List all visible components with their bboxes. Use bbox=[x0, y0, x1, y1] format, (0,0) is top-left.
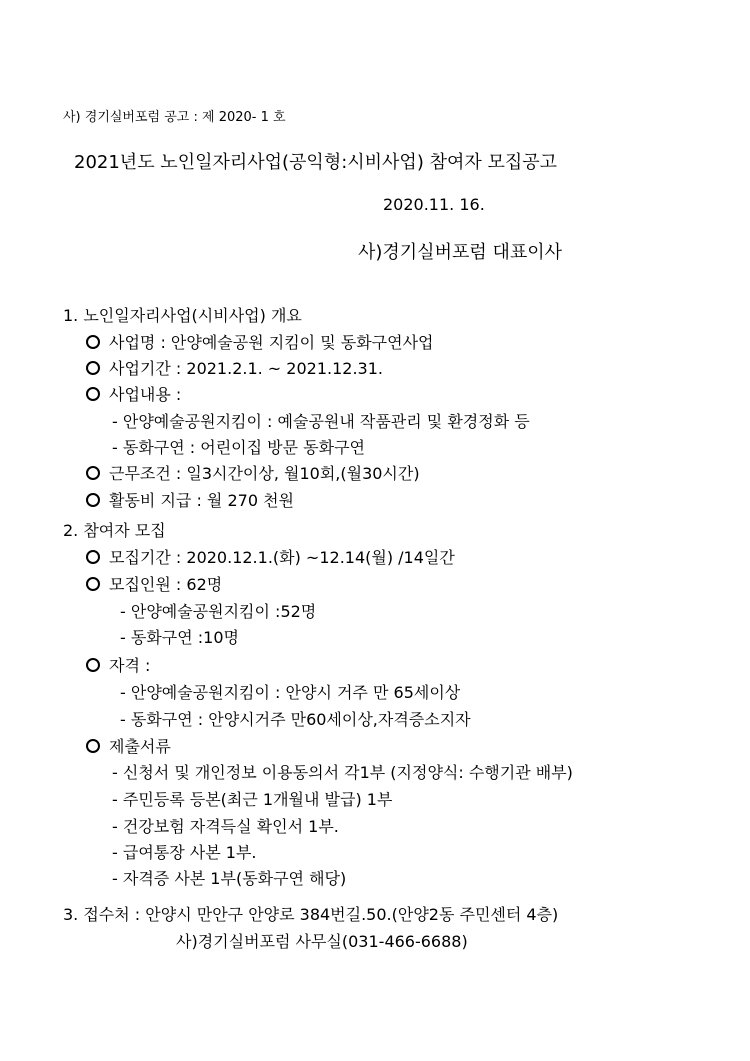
qualification-sub-item: - 동화구연 : 안양시거주 만60세이상,자격증소지자 bbox=[120, 710, 471, 729]
content-sub-item: - 동화구연 : 어린이집 방문 동화구연 bbox=[112, 438, 365, 457]
document-item: - 자격증 사본 1부(동화구연 해당) bbox=[112, 869, 347, 888]
notice-number: 사) 경기실버포럼 공고 : 제 2020- 1 호 bbox=[63, 110, 286, 125]
business-content: 사업내용 : bbox=[109, 385, 182, 404]
list-item bbox=[86, 330, 434, 353]
circle-bullet-icon bbox=[86, 466, 100, 480]
circle-bullet-icon bbox=[86, 335, 100, 349]
issuer: 사)경기실버포럼 대표이사 bbox=[358, 242, 563, 263]
recruit-period: 모집기간 : 2020.12.1.(화) ~12.14(월) /14일간 bbox=[109, 548, 455, 567]
count-sub-item: - 동화구연 :10명 bbox=[120, 628, 239, 647]
circle-bullet-icon bbox=[86, 739, 100, 753]
circle-bullet-icon bbox=[86, 577, 100, 591]
document-item: - 급여통장 사본 1부. bbox=[112, 843, 257, 862]
recruit-count: 모집인원 : 62명 bbox=[109, 575, 223, 594]
payment: 활동비 지급 : 월 270 천원 bbox=[109, 491, 295, 510]
list-item bbox=[86, 461, 420, 484]
circle-bullet-icon bbox=[86, 361, 100, 375]
section-1-heading: 1. 노인일자리사업(시비사업) 개요 bbox=[63, 306, 302, 325]
circle-bullet-icon bbox=[86, 387, 100, 401]
list-item bbox=[86, 382, 181, 405]
count-sub-item: - 안양예술공원지킴이 :52명 bbox=[120, 602, 317, 621]
list-item bbox=[86, 734, 171, 757]
document-item: - 주민등록 등본(최근 1개월내 발급) 1부 bbox=[112, 790, 393, 809]
list-item bbox=[86, 356, 383, 379]
circle-bullet-icon bbox=[86, 658, 100, 672]
documents: 제출서류 bbox=[109, 737, 171, 756]
business-name: 사업명 : 안양예술공원 지킴이 및 동화구연사업 bbox=[109, 333, 434, 352]
circle-bullet-icon bbox=[86, 493, 100, 507]
section-3-heading: 3. 접수처 : 안양시 만안구 안양로 384번길.50.(안양2동 주민센터 4층) bbox=[63, 905, 559, 924]
notice-date: 2020.11. 16. bbox=[383, 195, 485, 214]
qualification-sub-item: - 안양예술공원지킴이 : 안양시 거주 만 65세이상 bbox=[120, 683, 461, 702]
office-contact: 사)경기실버포럼 사무실(031-466-6688) bbox=[176, 932, 468, 951]
list-item bbox=[86, 545, 455, 568]
qualification: 자격 : bbox=[109, 656, 151, 675]
work-conditions: 근무조건 : 일3시간이상, 월10회,(월30시간) bbox=[109, 464, 420, 483]
circle-bullet-icon bbox=[86, 550, 100, 564]
section-2-heading: 2. 참여자 모집 bbox=[63, 521, 166, 540]
document-title: 2021년도 노인일자리사업(공익형:시비사업) 참여자 모집공고 bbox=[74, 152, 558, 173]
business-period: 사업기간 : 2021.2.1. ~ 2021.12.31. bbox=[109, 359, 383, 378]
list-item bbox=[86, 653, 150, 676]
document-item: - 건강보험 자격득실 확인서 1부. bbox=[112, 817, 339, 836]
content-sub-item: - 안양예술공원지킴이 : 예술공원내 작품관리 및 환경정화 등 bbox=[112, 412, 530, 431]
list-item bbox=[86, 572, 222, 595]
document-item: - 신청서 및 개인정보 이용동의서 각1부 (지정양식: 수행기관 배부) bbox=[112, 763, 573, 782]
list-item bbox=[86, 488, 294, 511]
